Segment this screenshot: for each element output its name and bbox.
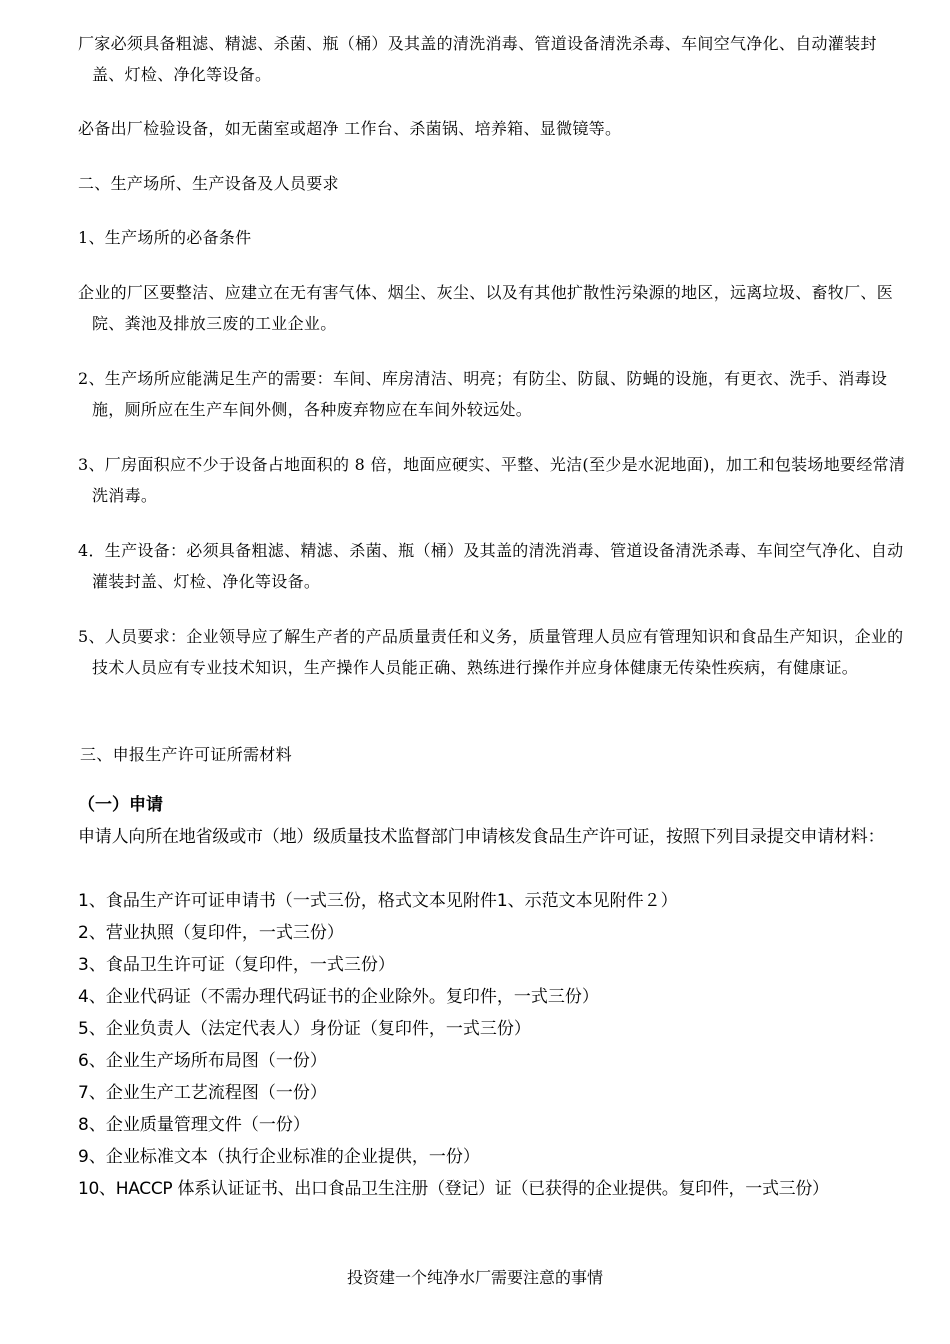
list-item: 10、HACCP 体系认证证书、出口食品卫生注册（登记）证（已获得的企业提供。复印件，一式三份） <box>78 1179 829 1199</box>
list-item: 3、食品卫生许可证（复印件，一式三份） <box>78 955 395 975</box>
list-item: 7、企业生产工艺流程图（一份） <box>78 1083 327 1103</box>
list-item: 2、营业执照（复印件，一式三份） <box>78 923 344 943</box>
subheading-site-conditions: 1、生产场所的必备条件 <box>78 228 252 247</box>
paragraph-production-equipment: 4．生产设备：必须具备粗滤、精滤、杀菌、瓶（桶）及其盖的清洗消毒、管道设备清洗杀毒、车间空气净化、自动灌装封盖、灯检、净化等设备。 <box>78 541 904 591</box>
paragraph-factory-area: 企业的厂区要整洁、应建立在无有害气体、烟尘、灰尘、以及有其他扩散性污染源的地区，远离垃圾、畜牧厂、医院、粪池及排放三废的工业企业。 <box>78 283 894 333</box>
list-item: 4、企业代码证（不需办理代码证书的企业除外。复印件，一式三份） <box>78 987 599 1007</box>
application-intro: 申请人向所在地省级或市（地）级质量技术监督部门申请核发食品生产许可证，按照下列目录提交申请材料： <box>78 827 885 847</box>
page-footer: 投资建一个纯净水厂需要注意的事情 <box>346 1268 603 1287</box>
application-heading: （一）申请 <box>78 795 163 815</box>
paragraph-building-area: 3、厂房面积应不少于设备占地面积的 8 倍，地面应硬实、平整、光洁(至少是水泥地面)，加工和包装场地要经常清洗消毒。 <box>78 455 906 505</box>
section-heading-2: 二、生产场所、生产设备及人员要求 <box>78 174 339 193</box>
list-item: 9、企业标准文本（执行企业标准的企业提供，一份） <box>78 1147 480 1167</box>
list-item: 8、企业质量管理文件（一份） <box>78 1115 310 1135</box>
list-item: 6、企业生产场所布局图（一份） <box>78 1051 327 1071</box>
section-heading-3: 三、申报生产许可证所需材料 <box>80 745 292 764</box>
paragraph-inspection-equipment: 必备出厂检验设备，如无菌室或超净 工作台、杀菌锅、培养箱、显微镜等。 <box>78 119 622 138</box>
list-item: 5、企业负责人（法定代表人）身份证（复印件，一式三份） <box>78 1019 531 1039</box>
paragraph-site-needs: 2、生产场所应能满足生产的需要：车间、库房清洁、明亮；有防尘、防鼠、防蝇的设施，有更衣、洗手、消毒设施，厕所应在生产车间外侧，各种废弃物应在车间外较远处。 <box>78 369 888 419</box>
paragraph-personnel: 5、人员要求：企业领导应了解生产者的产品质量责任和义务，质量管理人员应有管理知识和食品生产知识，企业的技术人员应有专业技术知识，生产操作人员能正确、熟练进行操作并应身体健康无传染性疾病，有健康证。 <box>78 627 904 677</box>
paragraph-equipment: 厂家必须具备粗滤、精滤、杀菌、瓶（桶）及其盖的清洗消毒、管道设备清洗杀毒、车间空气净化、自动灌装封盖、灯检、净化等设备。 <box>78 34 877 84</box>
list-item: 1、食品生产许可证申请书（一式三份，格式文本见附件1、示范文本见附件２） <box>78 891 678 911</box>
